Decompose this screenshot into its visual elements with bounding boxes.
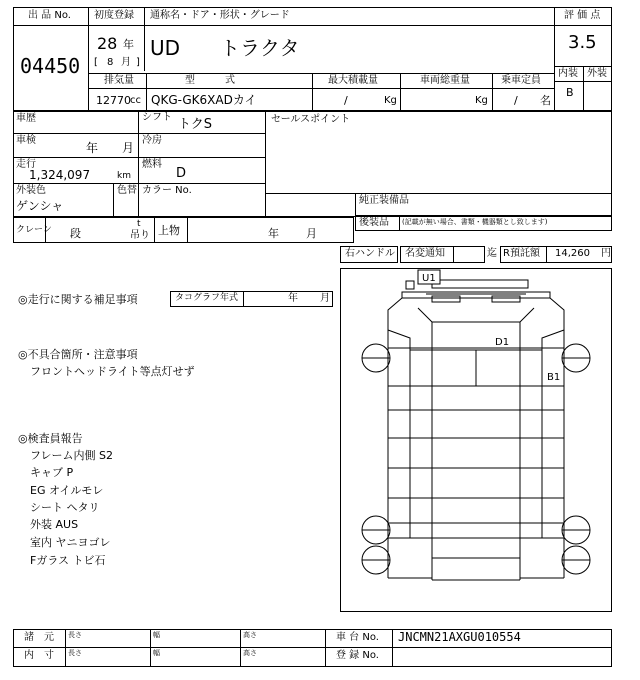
cab-roof-top bbox=[432, 280, 528, 288]
mirror bbox=[406, 281, 414, 289]
vehicle-name: UD トラクタ bbox=[150, 36, 300, 60]
max-load-unit: Kg bbox=[384, 95, 397, 106]
steering-value: 右ハンドル bbox=[345, 248, 395, 259]
ext-color-label: 外装色 bbox=[16, 185, 46, 196]
registration-label: 登 録 No. bbox=[336, 650, 379, 661]
first-reg-label: 初度登録 bbox=[94, 10, 134, 21]
inspector-line: キャブ P bbox=[30, 466, 74, 479]
rating-label: 評 価 点 bbox=[564, 10, 601, 21]
lot-number: 04450 bbox=[20, 54, 81, 78]
crane-label: クレーン bbox=[16, 225, 52, 235]
fuel-value: D bbox=[176, 166, 187, 181]
model-label: 型 式 bbox=[185, 75, 235, 86]
shift-value: トクS bbox=[178, 117, 212, 132]
dims-label: 諸 元 bbox=[24, 632, 54, 643]
ac-label: 冷房 bbox=[142, 135, 162, 146]
tacho-year-unit: 年 bbox=[288, 293, 298, 304]
sales-point-label: セールスポイント bbox=[271, 114, 351, 125]
cab-left-side bbox=[388, 330, 410, 386]
defects-title: ◎不具合箇所・注意事項 bbox=[18, 348, 138, 361]
cargo-label: 内 寸 bbox=[24, 650, 54, 661]
running-title: ◎走行に関する補足事項 bbox=[18, 293, 138, 306]
aftermarket-note: (記載が無い場合、書類・機器類とし致します) bbox=[402, 218, 548, 226]
history-label: 車歴 bbox=[16, 113, 36, 124]
height-label: 高さ bbox=[243, 631, 257, 639]
inspector-line: EG オイルモレ bbox=[30, 484, 104, 497]
width-label: 幅 bbox=[153, 649, 160, 657]
defects-line: フロントヘッドライト等点灯せず bbox=[30, 365, 195, 378]
mileage-label: 走行 bbox=[16, 159, 36, 170]
first-reg-month-unit: 月 bbox=[121, 57, 131, 68]
inspector-line: シート ヘタリ bbox=[30, 501, 100, 514]
chassis-value: JNCMN21AXGU010554 bbox=[398, 630, 521, 644]
length-label: 長さ bbox=[68, 631, 82, 639]
damage-mark-d1: D1 bbox=[495, 337, 510, 348]
capacity-label: 乗車定員 bbox=[501, 75, 541, 86]
displacement-label: 排気量 bbox=[104, 75, 134, 86]
max-load-slash: / bbox=[344, 94, 348, 107]
first-reg-month-open: [ bbox=[94, 57, 98, 68]
displacement-unit: cc bbox=[130, 95, 141, 106]
footer-frame bbox=[13, 629, 612, 667]
width-label: 幅 bbox=[153, 631, 160, 639]
lot-label: 出 品 No. bbox=[28, 10, 71, 21]
details-frame bbox=[13, 111, 612, 217]
gross-weight-unit: Kg bbox=[475, 95, 488, 106]
inspector-line: 室内 ヤニヨゴレ bbox=[30, 536, 111, 549]
mileage-unit: km bbox=[117, 171, 131, 181]
inspector-line: フレーム内側 S2 bbox=[30, 449, 114, 462]
vehicle-name-header: 通称名・ドア・形状・グレード bbox=[150, 10, 290, 21]
tacho-month-unit: 月 bbox=[320, 293, 330, 304]
truck-diagram bbox=[340, 268, 612, 612]
color-no-label: カラー No. bbox=[142, 185, 192, 196]
deposit-value: 14,260 bbox=[555, 248, 590, 259]
crane-stage-unit: 段 bbox=[70, 227, 81, 240]
displacement-value: 12770 bbox=[96, 94, 131, 107]
first-reg-year: 28 bbox=[97, 34, 118, 53]
first-reg-month-close: ] bbox=[136, 57, 140, 68]
first-reg-month: 8 bbox=[107, 57, 114, 68]
windshield bbox=[418, 308, 534, 322]
crane-row bbox=[13, 217, 354, 243]
fuel-label: 燃料 bbox=[142, 159, 162, 170]
platform-month-unit: 月 bbox=[306, 227, 317, 240]
shift-label: シフト bbox=[142, 112, 172, 123]
height-label: 高さ bbox=[243, 649, 257, 657]
chassis bbox=[388, 386, 564, 538]
inspector-line: 外装 AUS bbox=[30, 518, 79, 531]
chassis-label: 車 台 No. bbox=[336, 632, 379, 643]
exterior-label: 外装 bbox=[587, 68, 607, 79]
deposit-label: R預託額 bbox=[503, 248, 540, 259]
title-change-suffix: 迄 bbox=[487, 248, 497, 259]
interior-label: 内装 bbox=[558, 68, 578, 79]
damage-mark-b1: B1 bbox=[547, 372, 561, 383]
capacity-slash: / bbox=[514, 94, 518, 107]
title-change-label: 名変通知 bbox=[405, 248, 445, 259]
ext-color-value: ゲンシャ bbox=[16, 199, 64, 213]
genuine-equipment-label: 純正装備品 bbox=[359, 195, 409, 206]
platform-year-unit: 年 bbox=[268, 227, 279, 240]
damage-mark-u1: U1 bbox=[422, 273, 436, 284]
inspection-month-unit: 月 bbox=[122, 141, 135, 155]
capacity-unit: 名 bbox=[540, 94, 551, 107]
platform-label: 上物 bbox=[158, 224, 180, 237]
length-label: 長さ bbox=[68, 649, 82, 657]
inspection-year-unit: 年 bbox=[86, 141, 99, 155]
cab-outline bbox=[388, 298, 564, 348]
tacho-label: タコグラフ年式 bbox=[175, 293, 239, 303]
deposit-yen: 円 bbox=[601, 248, 611, 259]
crane-hang-unit: 吊り bbox=[130, 230, 150, 241]
max-load-label: 最大積載量 bbox=[328, 75, 378, 86]
rating-value: 3.5 bbox=[568, 32, 597, 53]
inspection-label: 車検 bbox=[16, 135, 36, 146]
inspector-title: ◎検査員報告 bbox=[18, 432, 83, 445]
first-reg-year-unit: 年 bbox=[123, 38, 134, 51]
mileage-value: 1,324,097 bbox=[29, 168, 91, 182]
aftermarket-label: 後装品 bbox=[359, 217, 389, 228]
color-change-label: 色替 bbox=[117, 185, 137, 196]
gross-weight-label: 車両総重量 bbox=[420, 75, 470, 86]
crane-ton-unit: t bbox=[137, 219, 141, 229]
inspector-line: Fガラス トビ石 bbox=[30, 554, 106, 567]
model-code: QKG-GK6XADカイ bbox=[151, 93, 257, 107]
interior-grade: B bbox=[566, 86, 574, 99]
